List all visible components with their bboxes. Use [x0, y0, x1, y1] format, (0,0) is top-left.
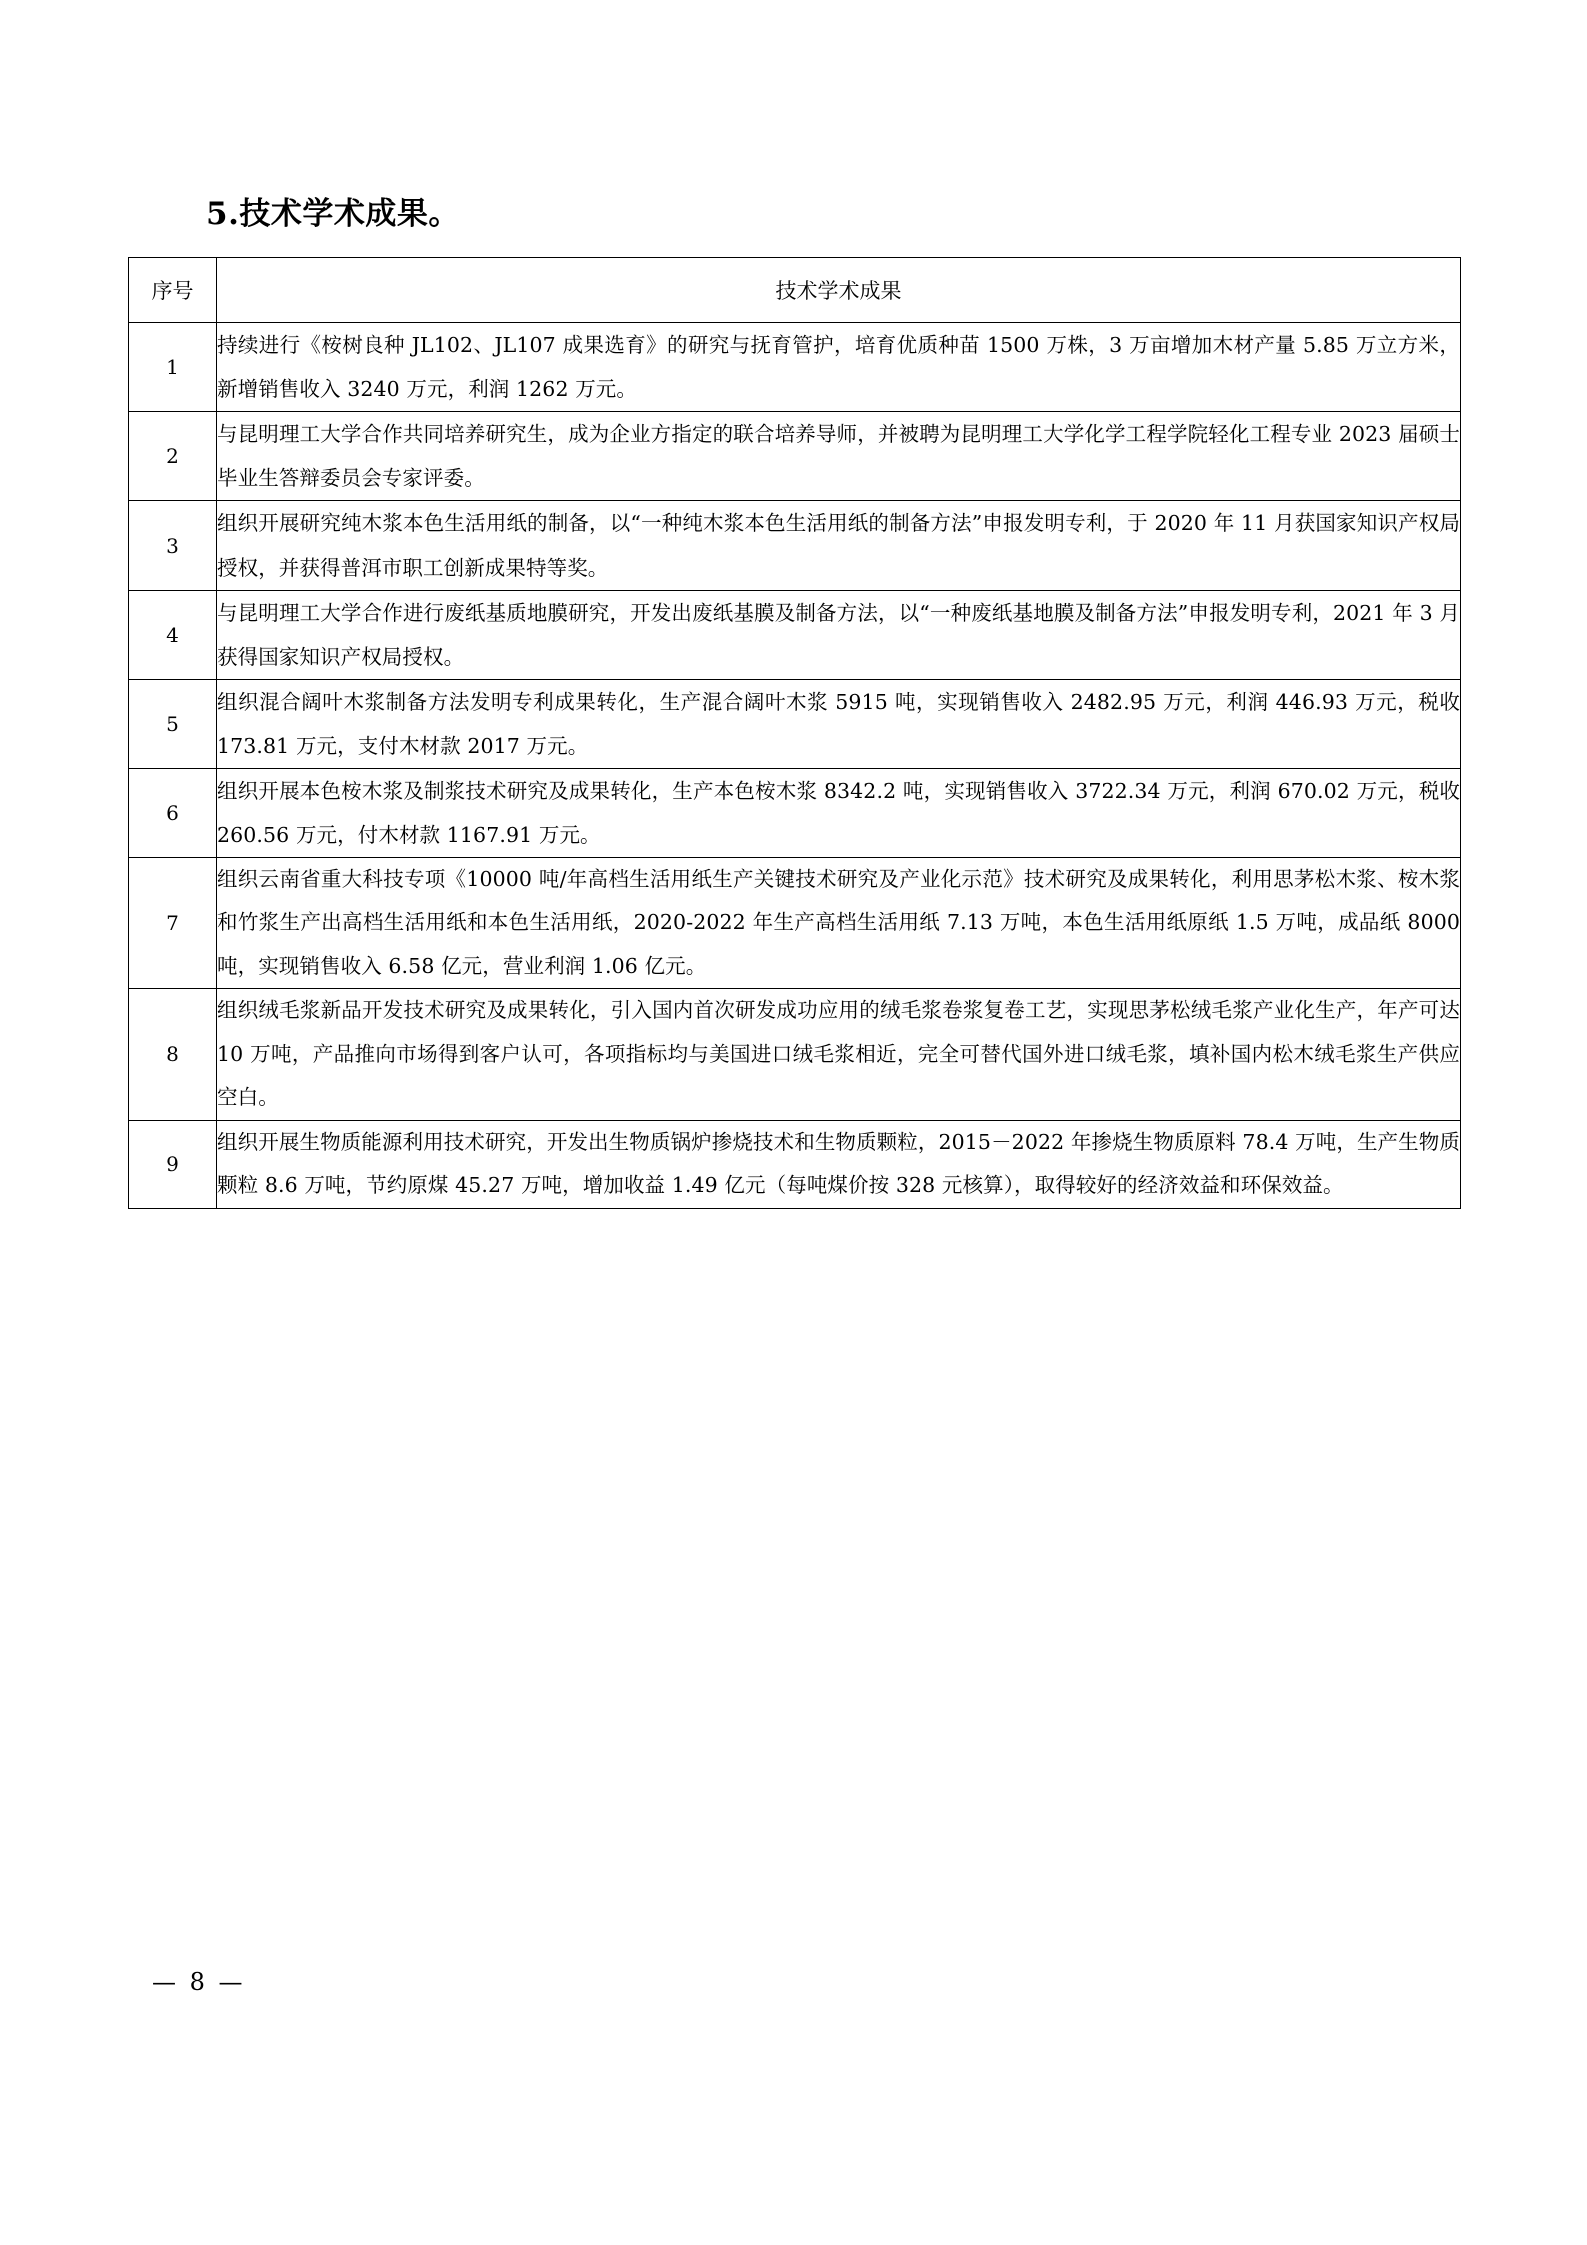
row-index: 8: [129, 989, 217, 1120]
row-achievement-text: 组织开展本色桉木浆及制浆技术研究及成果转化，生产本色桉木浆 8342.2 吨，实现销售收入 3722.34 万元，利润 670.02 万元，税收 260.56 万元，付木材款 1167.91 万元。: [217, 768, 1461, 857]
table-row: [129, 989, 1461, 1120]
table-row: [129, 857, 1461, 988]
page-title: 5.技术学术成果。: [206, 196, 460, 232]
row-achievement-text: 组织云南省重大科技专项《10000 吨/年高档生活用纸生产关键技术研究及产业化示范》技术研究及成果转化，利用思茅松木浆、桉木浆和竹浆生产出高档生活用纸和本色生活用纸，2020-2022 年生产高档生活用纸 7.13 万吨，本色生活用纸原纸 1.5 万吨，成品纸 8000 吨，实现销售收入 6.58 亿元，营业利润 1.06 亿元。: [217, 857, 1461, 988]
table-row: [129, 412, 1461, 501]
row-index: 2: [129, 412, 217, 501]
row-index: 3: [129, 501, 217, 590]
table-row: [129, 590, 1461, 679]
row-index: 9: [129, 1120, 217, 1208]
page-number: — 8 —: [152, 1968, 246, 1996]
table-row: [129, 1120, 1461, 1208]
row-achievement-text: 组织绒毛浆新品开发技术研究及成果转化，引入国内首次研发成功应用的绒毛浆卷浆复卷工艺，实现思茅松绒毛浆产业化生产，年产可达 10 万吨，产品推向市场得到客户认可，各项指标均与美国进口绒毛浆相近，完全可替代国外进口绒毛浆，填补国内松木绒毛浆生产供应空白。: [217, 989, 1461, 1120]
row-index: 5: [129, 679, 217, 768]
row-achievement-text: 组织开展生物质能源利用技术研究，开发出生物质锅炉掺烧技术和生物质颗粒，2015－2022 年掺烧生物质原料 78.4 万吨，生产生物质颗粒 8.6 万吨，节约原煤 45.27 万吨，增加收益 1.49 亿元（每吨煤价按 328 元核算），取得较好的经济效益和环保效益。: [217, 1120, 1461, 1208]
row-achievement-text: 与昆明理工大学合作进行废纸基质地膜研究，开发出废纸基膜及制备方法，以“一种废纸基地膜及制备方法”申报发明专利，2021 年 3 月获得国家知识产权局授权。: [217, 590, 1461, 679]
row-index: 6: [129, 768, 217, 857]
page-footer: [128, 1968, 1460, 1996]
column-header-index: 序号: [129, 258, 217, 323]
row-index: 7: [129, 857, 217, 988]
page-content: [128, 196, 1460, 1209]
row-achievement-text: 组织开展研究纯木浆本色生活用纸的制备，以“一种纯木浆本色生活用纸的制备方法”申报发明专利，于 2020 年 11 月获国家知识产权局授权，并获得普洱市职工创新成果特等奖。: [217, 501, 1461, 590]
table-header-row: [129, 258, 1461, 323]
technical-achievements-table: [128, 257, 1461, 1208]
row-achievement-text: 持续进行《桉树良种 JL102、JL107 成果选育》的研究与抚育管护，培育优质种苗 1500 万株，3 万亩增加木材产量 5.85 万立方米，新增销售收入 3240 万元，利润 1262 万元。: [217, 323, 1461, 412]
row-achievement-text: 组织混合阔叶木浆制备方法发明专利成果转化，生产混合阔叶木浆 5915 吨，实现销售收入 2482.95 万元，利润 446.93 万元，税收 173.81 万元，支付木材款 2017 万元。: [217, 679, 1461, 768]
table-row: [129, 323, 1461, 412]
row-achievement-text: 与昆明理工大学合作共同培养研究生，成为企业方指定的联合培养导师，并被聘为昆明理工大学化学工程学院轻化工程专业 2023 届硕士毕业生答辩委员会专家评委。: [217, 412, 1461, 501]
table-row: [129, 768, 1461, 857]
table-row: [129, 501, 1461, 590]
row-index: 1: [129, 323, 217, 412]
table-row: [129, 679, 1461, 768]
row-index: 4: [129, 590, 217, 679]
column-header-achievement: 技术学术成果: [217, 258, 1461, 323]
